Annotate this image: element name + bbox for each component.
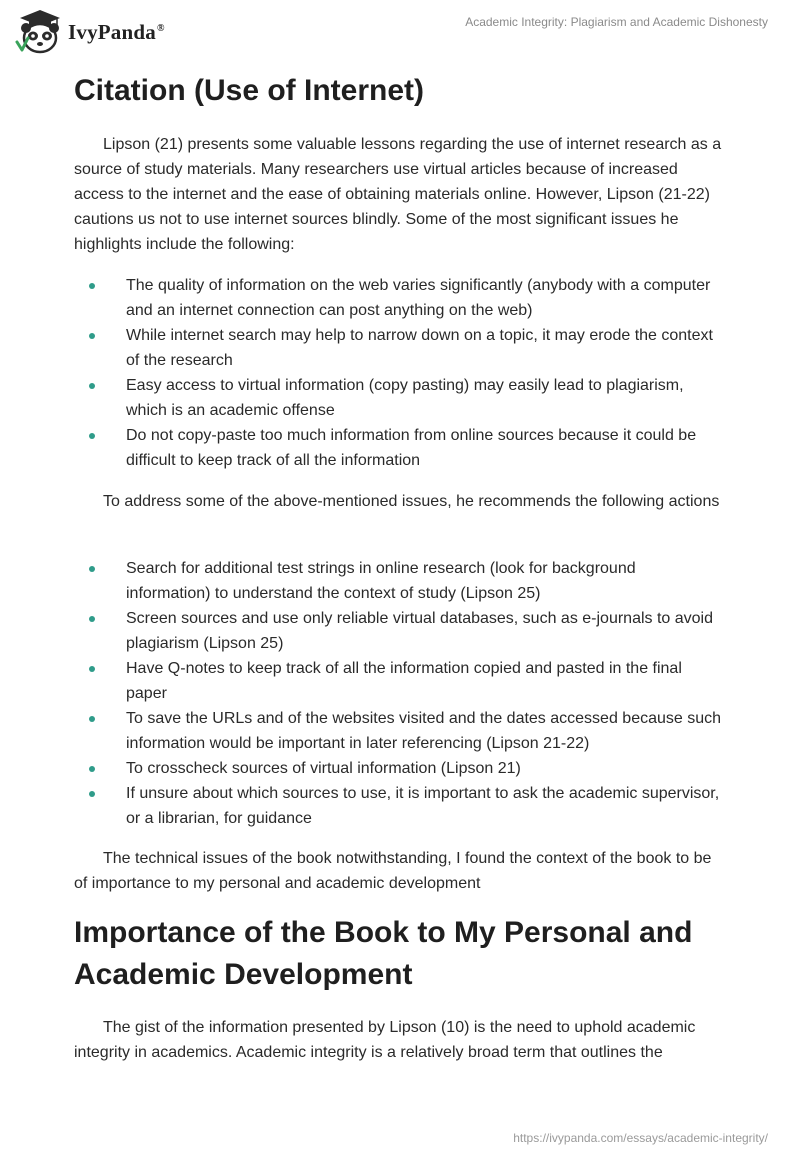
actions-list xyxy=(74,556,724,831)
bullet-icon xyxy=(89,716,95,722)
paragraph: To address some of the above-mentioned issues, he recommends the following actions xyxy=(103,493,720,510)
bullet-icon xyxy=(89,433,95,439)
importance-intro-block xyxy=(74,1015,724,1065)
list-item: Do not copy-paste too much information from online sources because it could be difficult to keep track of all the information xyxy=(74,423,724,473)
bullet-icon xyxy=(89,383,95,389)
closing-block xyxy=(74,846,724,896)
bullet-icon xyxy=(89,766,95,772)
paragraph: The gist of the information presented by Lipson (10) is the need to uphold academic integrity in academics. Academic integrity is a relatively broad term that outlines the xyxy=(74,1019,696,1061)
document-title: Academic Integrity: Plagiarism and Academic Dishonesty xyxy=(465,15,768,29)
panda-logo-icon xyxy=(14,8,66,56)
bullet-icon xyxy=(89,566,95,572)
actions-list-block xyxy=(74,556,724,831)
section-importance xyxy=(74,912,724,996)
paragraph: Lipson (21) presents some valuable lessons regarding the use of internet research as a source of study materials. Many researchers use virtual articles because of increased access to the internet and the ease of obtaining materials online. However, Lipson (21-22) cautions us not to use internet sources blindly. Some of the most significant issues he highlights include the following: xyxy=(74,136,722,253)
list-item: Easy access to virtual information (copy pasting) may easily lead to plagiarism, which is an academic offense xyxy=(74,373,724,423)
list-item: Have Q-notes to keep track of all the information copied and pasted in the final paper xyxy=(74,656,724,706)
section-heading: Importance of the Book to My Personal and Academic Development xyxy=(74,916,693,991)
list-item: The quality of information on the web varies significantly (anybody with a computer and an internet connection can post anything on the web) xyxy=(74,273,724,323)
list-item: Screen sources and use only reliable virtual databases, such as e-journals to avoid plagiarism (Lipson 25) xyxy=(74,606,724,656)
page-header xyxy=(0,0,800,60)
bullet-icon xyxy=(89,283,95,289)
citation-intro-block xyxy=(74,132,724,257)
brand-name: IvyPanda® xyxy=(68,19,165,44)
list-item: If unsure about which sources to use, it is important to ask the academic supervisor, or a librarian, for guidance xyxy=(74,781,724,831)
list-item: Search for additional test strings in online research (look for background information) to understand the context of study (Lipson 25) xyxy=(74,556,724,606)
recommend-intro-block xyxy=(74,489,724,514)
footer-url[interactable]: https://ivypanda.com/essays/academic-integrity/ xyxy=(513,1131,768,1145)
paragraph: The technical issues of the book notwithstanding, I found the context of the book to be of importance to my personal and academic development xyxy=(74,850,712,892)
list-item: To crosscheck sources of virtual information (Lipson 21) xyxy=(74,756,724,781)
section-citation xyxy=(74,70,724,112)
issues-list-block xyxy=(74,273,724,473)
bullet-icon xyxy=(89,333,95,339)
list-item: To save the URLs and of the websites visited and the dates accessed because such information would be important in later referencing (Lipson 21-22) xyxy=(74,706,724,756)
bullet-icon xyxy=(89,616,95,622)
brand-logo[interactable] xyxy=(14,8,165,56)
bullet-icon xyxy=(89,666,95,672)
list-item: While internet search may help to narrow down on a topic, it may erode the context of the research xyxy=(74,323,724,373)
issues-list xyxy=(74,273,724,473)
bullet-icon xyxy=(89,791,95,797)
section-heading: Citation (Use of Internet) xyxy=(74,74,424,107)
